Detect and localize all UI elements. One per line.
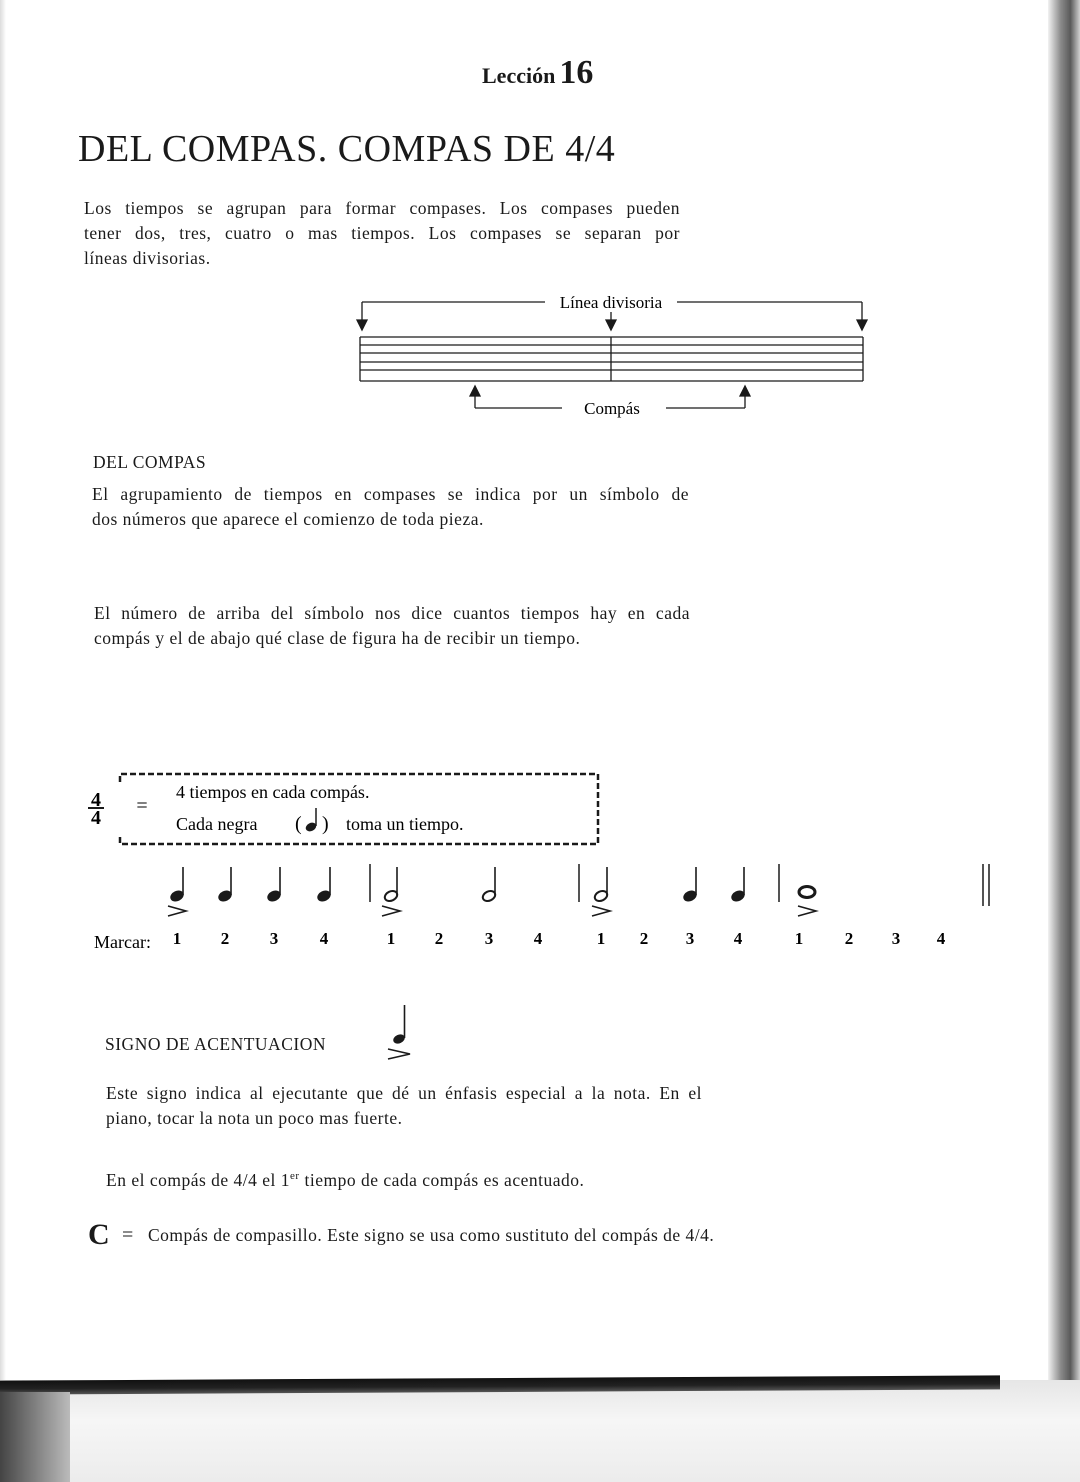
- quarter-note-icon: [682, 867, 698, 903]
- beat-count: 4: [936, 929, 946, 948]
- accent-mark: [382, 906, 400, 916]
- common-time-icon: C: [88, 1218, 110, 1251]
- staff-diagram: [340, 286, 880, 426]
- beat-count: 1: [386, 929, 396, 948]
- del-compas-paragraph-2: [94, 601, 690, 651]
- accented-quarter-note-icon: [384, 1000, 420, 1062]
- lesson-label: Lección: [482, 63, 556, 88]
- beat-count: 2: [844, 929, 854, 948]
- accent-note: [106, 1164, 584, 1193]
- half-note-icon: [481, 867, 497, 903]
- beat-count: 2: [639, 929, 649, 948]
- lesson-number: 16: [559, 54, 594, 91]
- accent-mark: [168, 906, 186, 916]
- accent-note-superscript: er: [290, 1170, 300, 1182]
- section-heading-del-compas: DEL COMPAS: [93, 452, 207, 472]
- quarter-note-icon: [266, 867, 282, 903]
- box-line-2-close-paren: ): [322, 813, 329, 835]
- accent-note-suffix: tiempo de cada compás es acentuado.: [299, 1169, 585, 1190]
- del-compas-paragraph-1: [92, 482, 689, 532]
- box-line-2-prefix: Cada negra: [176, 814, 258, 834]
- beat-count: 3: [891, 929, 901, 948]
- intro-paragraph: [84, 196, 680, 271]
- page-bottom-shadow: [0, 1392, 70, 1482]
- counting-label: Marcar:: [94, 932, 151, 952]
- del-compas-p1-line-2: dos números que aparece el comienzo de toda pieza.: [92, 509, 484, 529]
- measure-label: Compás: [584, 399, 640, 418]
- time-signature-box: [82, 764, 622, 856]
- whole-note-icon: [799, 887, 815, 898]
- box-line-2-open-paren: (: [295, 813, 302, 835]
- time-signature-denominator: 4: [91, 807, 101, 829]
- box-line-1: 4 tiempos en cada compás.: [176, 782, 370, 802]
- accent-mark: [592, 906, 610, 916]
- half-note-icon: [383, 867, 399, 903]
- lesson-header: [482, 54, 593, 92]
- time-signature-numerator: 4: [91, 789, 101, 811]
- accent-p1-line-1: Este signo indica al ejecutante que dé un énfasis especial a la nota. En el: [106, 1083, 702, 1103]
- intro-line-1: Los tiempos se agrupan para formar compases. Los compases pueden: [84, 198, 680, 218]
- del-compas-p2-line-2: compás y el de abajo qué clase de figura ha de recibir un tiempo.: [94, 628, 581, 648]
- page-right-edge: [1048, 0, 1080, 1482]
- time-signature-equals: =: [136, 795, 148, 817]
- intro-line-3: líneas divisorias.: [84, 248, 211, 268]
- half-note-icon: [593, 867, 609, 903]
- section-heading-accent: SIGNO DE ACENTUACION: [105, 1034, 326, 1054]
- accent-paragraph: [106, 1081, 702, 1131]
- common-time-text: Compás de compasillo. Este signo se usa como sustituto del compás de 4/4.: [148, 1225, 715, 1245]
- staff: [360, 337, 863, 381]
- beat-count: 4: [319, 929, 329, 948]
- barline-label: Línea divisoria: [559, 293, 663, 312]
- beat-count: 4: [733, 929, 743, 948]
- quarter-note-icon: [316, 867, 332, 903]
- common-time-equals: =: [122, 1224, 134, 1246]
- beat-count: 1: [596, 929, 606, 948]
- page-left-edge: [0, 0, 6, 1482]
- rhythm-notes: [168, 864, 989, 916]
- page-bottom-margin: [0, 1380, 1080, 1482]
- rhythm-example: [88, 858, 1008, 958]
- box-line-2-suffix: toma un tiempo.: [346, 814, 464, 834]
- quarter-note-icon: [217, 867, 233, 903]
- del-compas-p1-line-1: El agrupamiento de tiempos en compases se indica por un símbolo de: [92, 484, 689, 504]
- quarter-note-icon: [730, 867, 746, 903]
- beat-count: 1: [794, 929, 804, 948]
- beat-count: 4: [533, 929, 543, 948]
- page-title: DEL COMPAS. COMPAS DE 4/4: [78, 128, 616, 170]
- accent-p1-line-2: piano, tocar la nota un poco mas fuerte.: [106, 1108, 403, 1128]
- beat-count: 3: [685, 929, 695, 948]
- beat-count: 2: [434, 929, 444, 948]
- beat-counts: [173, 929, 946, 948]
- quarter-note-icon: [169, 867, 185, 903]
- beat-count: 3: [484, 929, 494, 948]
- quarter-note-icon: [304, 808, 317, 833]
- beat-count: 1: [172, 929, 182, 948]
- accent-mark: [798, 906, 816, 916]
- beat-count: 3: [269, 929, 279, 948]
- del-compas-p2-line-1: El número de arriba del símbolo nos dice cuantos tiempos hay en cada: [94, 603, 690, 623]
- accent-note-prefix: En el compás de 4/4 el 1: [106, 1169, 291, 1190]
- beat-count: 2: [220, 929, 230, 948]
- intro-line-2: tener dos, tres, cuatro o mas tiempos. Los compases se separan por: [84, 223, 680, 243]
